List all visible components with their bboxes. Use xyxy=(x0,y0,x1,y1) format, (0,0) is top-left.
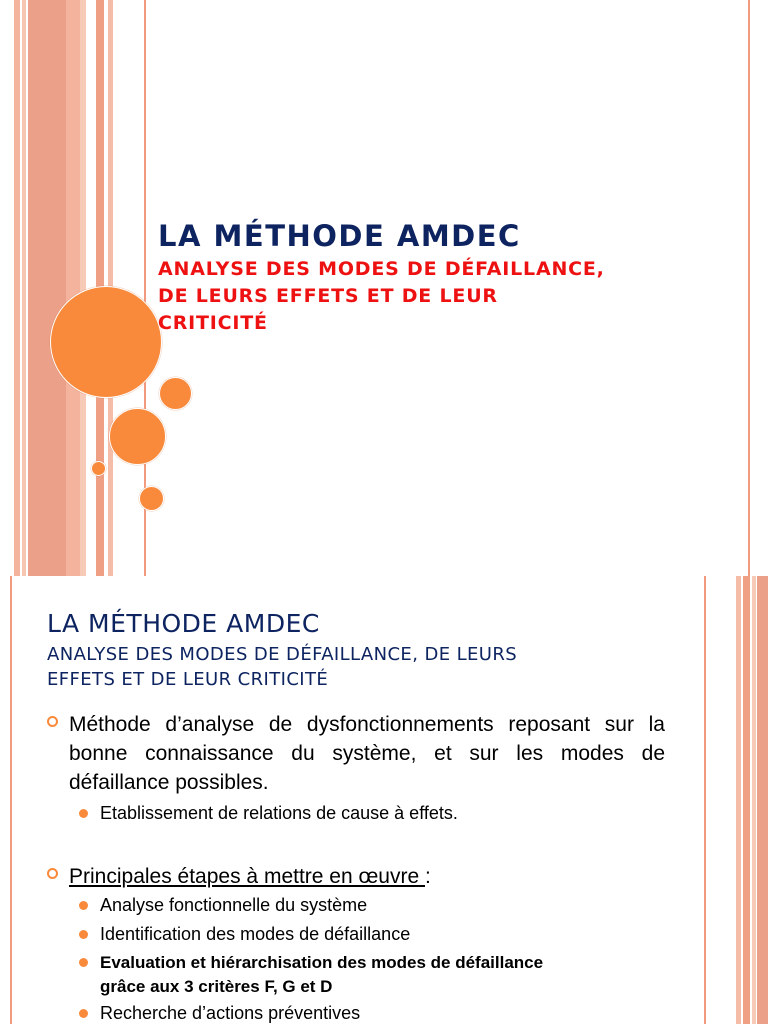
decor-circle-medium xyxy=(109,408,166,465)
ring-bullet-icon xyxy=(47,868,58,879)
decor-stripe xyxy=(14,0,20,576)
decor-stripe xyxy=(743,576,750,1024)
dot-bullet-icon xyxy=(79,1009,88,1018)
ring-bullet-icon xyxy=(47,716,58,727)
sub-bullet-text-bold: grâce aux 3 critères F, G et D xyxy=(100,977,333,996)
sub-bullet-item xyxy=(45,920,665,949)
decor-circle-tiny xyxy=(91,461,106,476)
decor-circle-small xyxy=(139,486,164,511)
decor-stripe xyxy=(757,576,768,1024)
subtitle-line: ANALYSE DES MODES DE DÉFAILLANCE, DE LEURS xyxy=(47,644,518,665)
bullet-text-underlined: Principales étapes à mettre en œuvre xyxy=(69,865,425,888)
decor-stripe xyxy=(22,0,26,576)
sub-bullet-text-bold: Evaluation et hiérarchisation des modes de défaillance xyxy=(100,953,544,972)
bullet-text: Méthode d’analyse de dysfonctionnements reposant sur la bonne connaissance du système, et sur les modes de défaillance possibles. xyxy=(69,713,665,794)
sub-bullet-item xyxy=(45,999,665,1024)
bullet-item xyxy=(45,710,665,797)
decor-stripe xyxy=(736,576,741,1024)
slide-title: LA MÉTHODE AMDEC xyxy=(158,219,521,253)
slide-subtitle xyxy=(158,256,748,337)
sub-bullet-text: Etablissement de relations de cause à effets. xyxy=(100,803,458,823)
dot-bullet-icon xyxy=(79,930,88,939)
bullet-text: : xyxy=(425,865,431,888)
decor-stripe xyxy=(66,0,80,576)
bullet-list xyxy=(45,710,665,1024)
slide-title: LA MÉTHODE AMDEC xyxy=(47,609,320,638)
decor-circle-large xyxy=(50,286,162,398)
dot-bullet-icon xyxy=(79,958,88,967)
subtitle-line: EFFETS ET DE LEUR CRITICITÉ xyxy=(47,669,329,690)
sub-bullet-text: Recherche d’actions préventives xyxy=(100,1003,361,1023)
dot-bullet-icon xyxy=(79,901,88,910)
sub-bullet-text: Analyse fonctionnelle du système xyxy=(100,895,368,915)
decor-stripe xyxy=(748,0,750,576)
sub-bullet-item xyxy=(45,891,665,920)
decor-stripe xyxy=(704,576,706,1024)
title-block xyxy=(158,218,748,337)
subtitle-line: CRITICITÉ xyxy=(158,312,268,334)
decor-stripe xyxy=(28,0,66,576)
content-slide xyxy=(0,576,768,1024)
dot-bullet-icon xyxy=(79,809,88,818)
decor-stripe xyxy=(752,576,756,1024)
sub-bullet-text: Identification des modes de défaillance xyxy=(100,924,411,944)
slide-subtitle xyxy=(47,642,607,692)
sub-bullet-item xyxy=(45,799,665,828)
sub-bullet-item xyxy=(45,951,665,999)
decor-stripe xyxy=(80,0,86,576)
subtitle-line: ANALYSE DES MODES DE DÉFAILLANCE, xyxy=(158,258,605,280)
decor-circle-small xyxy=(159,377,192,410)
bullet-item xyxy=(45,862,665,891)
subtitle-line: DE LEURS EFFETS ET DE LEUR xyxy=(158,285,498,307)
decor-stripe xyxy=(10,576,12,1024)
